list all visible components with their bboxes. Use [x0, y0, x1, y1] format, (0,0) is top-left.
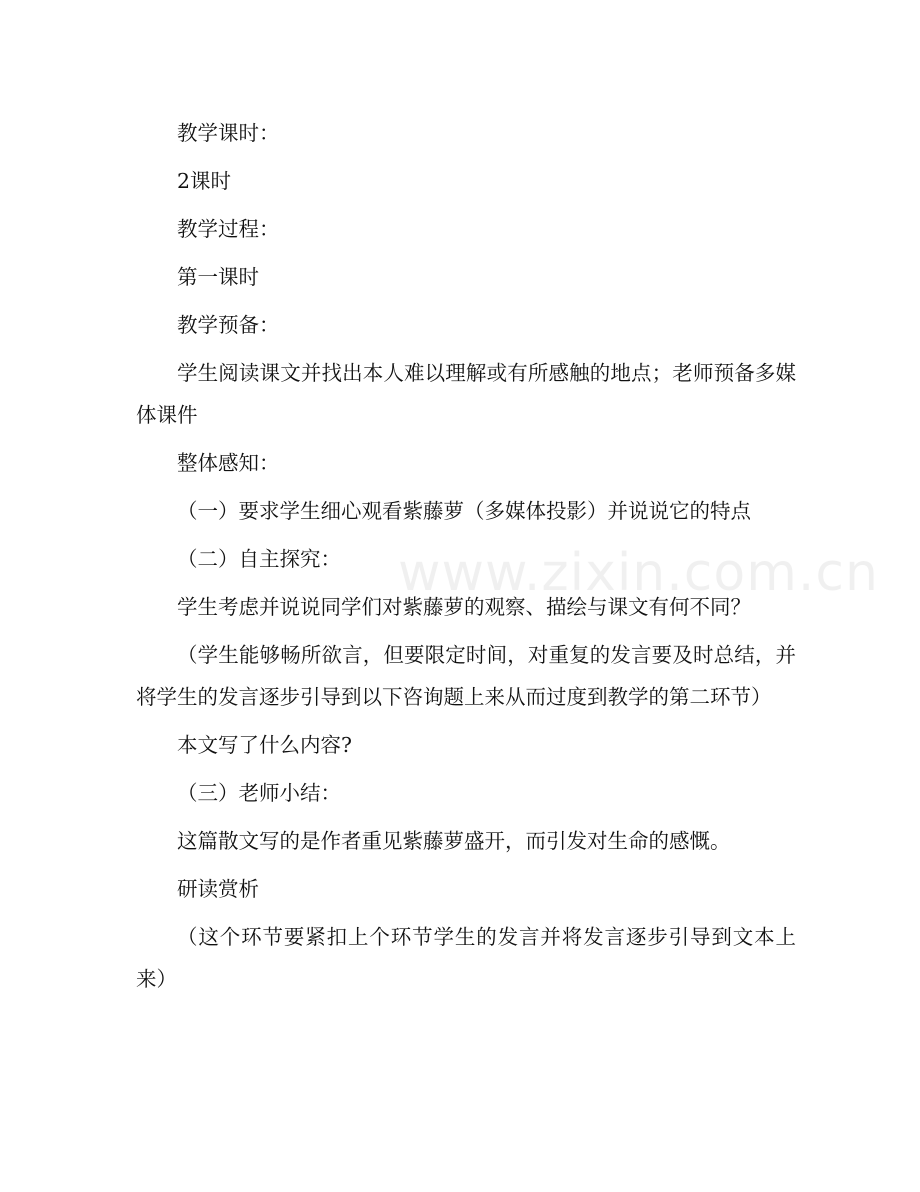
paragraph-preparation-label: 教学预备： [177, 313, 280, 337]
paragraph-lesson-hours-label: 教学课时： [177, 121, 280, 145]
paragraph-process-label: 教学过程： [177, 217, 280, 241]
paragraph-step-one: （一）要求学生细心观看紫藤萝（多媒体投影）并说说它的特点 [177, 499, 751, 523]
paragraph-analysis-note: （这个环节要紧扣上个环节学生的发言并将发言逐步引导到文本上来） [136, 925, 796, 991]
paragraph-analysis-label: 研读赏析 [177, 877, 259, 901]
document-body [136, 112, 796, 1006]
paragraph-inquiry-question: 学生考虑并说说同学们对紫藤萝的观察、描绘与课文有何不同？ [177, 595, 751, 619]
paragraph-lesson-hours-value: 2课时 [177, 169, 232, 193]
paragraph-step-two: （二）自主探究： [177, 547, 341, 571]
watermark-text: www.zixin.com.cn [398, 543, 879, 603]
paragraph-preparation-text: 学生阅读课文并找出本人难以理解或有所感触的地点；老师预备多媒体课件 [136, 361, 796, 427]
paragraph-first-lesson: 第一课时 [177, 265, 259, 289]
paragraph-overall-perception: 整体感知： [177, 451, 280, 475]
paragraph-content-question: 本文写了什么内容? [177, 733, 352, 757]
paragraph-step-three: （三）老师小结： [177, 781, 341, 805]
paragraph-inquiry-note: （学生能够畅所欲言，但要限定时间，对重复的发言要及时总结，并将学生的发言逐步引导到以下咨询题上来从而过度到教学的第二环节） [136, 643, 796, 709]
paragraph-summary: 这篇散文写的是作者重见紫藤萝盛开，而引发对生命的感慨。 [177, 829, 731, 853]
